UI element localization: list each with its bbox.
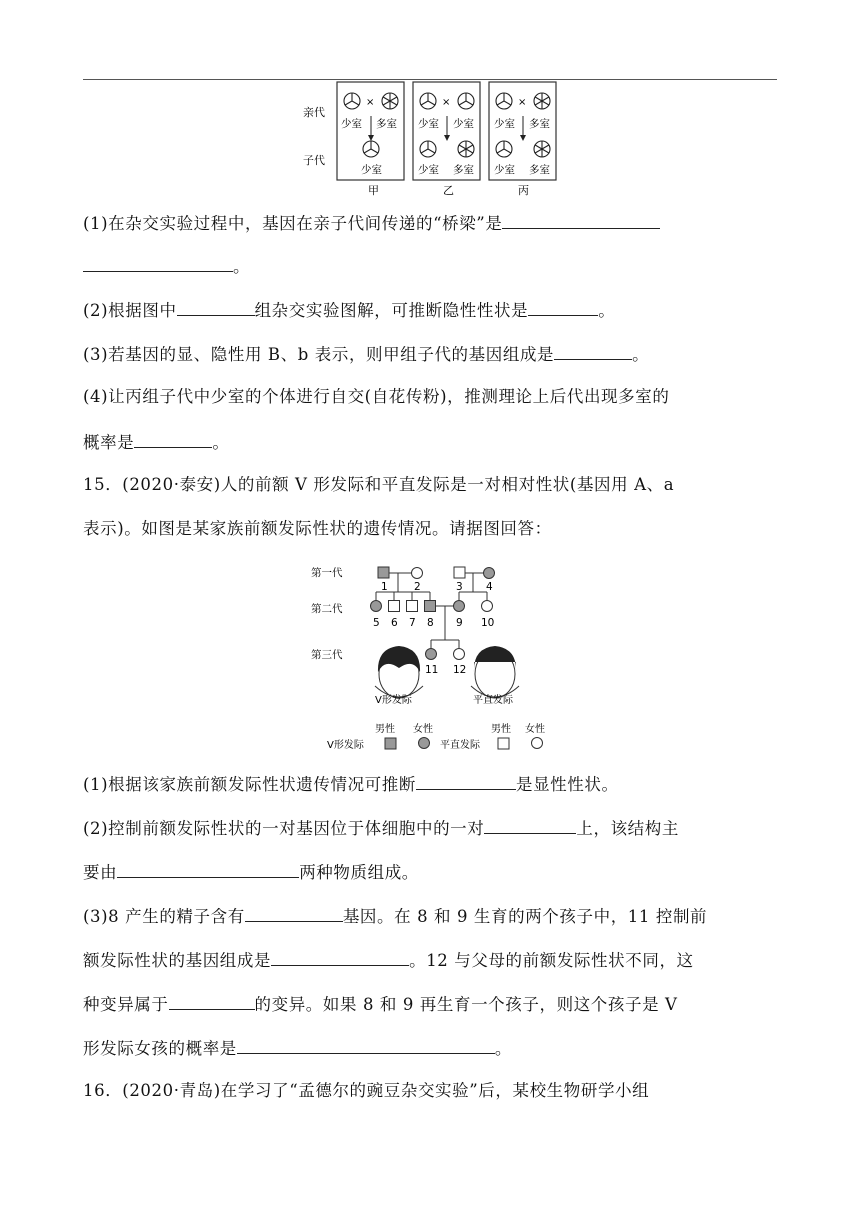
q15-part3-cont3: 形发际女孩的概率是 。 <box>83 1035 512 1061</box>
svg-text:多室: 多室 <box>529 164 550 176</box>
pedigree-chart <box>305 556 565 756</box>
flat-hairline-face-icon <box>471 646 519 698</box>
svg-text:2: 2 <box>414 581 421 593</box>
svg-text:少室: 少室 <box>361 164 382 176</box>
legend-flat-label: 平直发际 <box>440 740 480 751</box>
svg-text:4: 4 <box>486 581 493 593</box>
svg-text:12: 12 <box>453 664 467 676</box>
svg-text:多室: 多室 <box>376 118 397 130</box>
svg-text:少室: 少室 <box>453 118 474 130</box>
label-parent: 亲代 <box>303 106 325 119</box>
svg-text:6: 6 <box>391 617 398 629</box>
q15-part3-cont2: 种变异属于 的变异。如果 8 和 9 再生育一个孩子，则这个孩子是 V <box>83 991 678 1017</box>
svg-text:5: 5 <box>373 617 380 629</box>
svg-text:男性: 男性 <box>375 724 395 735</box>
svg-text:多室: 多室 <box>529 118 550 130</box>
q15-intro: 15．(2020·泰安)人的前额 V 形发际和平直发际是一对相对性状(基因用 A、a <box>83 475 675 494</box>
svg-text:少室: 少室 <box>418 164 439 176</box>
svg-text:9: 9 <box>456 617 463 629</box>
svg-text:×: × <box>366 97 375 108</box>
svg-text:8: 8 <box>427 617 434 629</box>
svg-text:7: 7 <box>409 617 416 629</box>
group-jia: 甲 <box>368 184 379 197</box>
q15-part2: (2)控制前额发际性状的一对基因位于体细胞中的一对 上，该结构主 <box>83 815 679 841</box>
v-hairline-face-icon <box>375 646 423 698</box>
svg-text:男性: 男性 <box>491 724 511 735</box>
gen3-label: 第三代 <box>311 649 343 661</box>
q16-intro: 16．(2020·青岛)在学习了“孟德尔的豌豆杂交实验”后，某校生物研学小组 <box>83 1081 650 1100</box>
face-flat-label: 平直发际 <box>473 695 513 706</box>
svg-text:3: 3 <box>456 581 463 593</box>
legend-v-label: V形发际 <box>327 740 364 751</box>
label-child: 子代 <box>303 154 325 167</box>
gen2-label: 第二代 <box>311 603 343 615</box>
svg-text:10: 10 <box>481 617 495 629</box>
q14-part1: (1)在杂交实验过程中，基因在亲子代间传递的“桥梁”是 <box>83 210 660 236</box>
svg-text:女性: 女性 <box>413 724 433 735</box>
svg-text:×: × <box>442 97 451 108</box>
q15-part3: (3)8 产生的精子含有 基因。在 8 和 9 生育的两个孩子中，11 控制前 <box>83 903 707 929</box>
svg-text:多室: 多室 <box>453 164 474 176</box>
svg-text:少室: 少室 <box>341 118 362 130</box>
svg-text:1: 1 <box>381 581 388 593</box>
q14-part2: (2)根据图中 组杂交实验图解，可推断隐性性状是 。 <box>83 297 615 323</box>
svg-text:少室: 少室 <box>494 118 515 130</box>
q15-intro-cont: 表示)。如图是某家族前额发际性状的遗传情况。请据图回答： <box>83 519 552 538</box>
q14-part4-cont: 概率是 。 <box>83 429 229 455</box>
q15-part1: (1)根据该家族前额发际性状遗传情况可推断 是显性性状。 <box>83 771 619 797</box>
q14-part1-cont: 。 <box>83 253 250 279</box>
svg-text:女性: 女性 <box>525 724 545 735</box>
gen1-label: 第一代 <box>311 567 343 579</box>
q15-part2-cont: 要由 两种物质组成。 <box>83 859 419 885</box>
q15-part3-cont1: 额发际性状的基因组成是 。12 与父母的前额发际性状不同，这 <box>83 947 694 973</box>
group-yi: 乙 <box>443 184 454 197</box>
svg-text:少室: 少室 <box>494 164 515 176</box>
group-bing: 丙 <box>518 184 529 197</box>
svg-text:少室: 少室 <box>418 118 439 130</box>
svg-text:11: 11 <box>425 664 439 676</box>
q14-part3: (3)若基因的显、隐性用 B、b 表示，则甲组子代的基因组成是 。 <box>83 341 649 367</box>
svg-text:×: × <box>518 97 527 108</box>
cross-diagram <box>290 80 580 198</box>
face-v-label: V形发际 <box>375 695 412 706</box>
q14-part4: (4)让丙组子代中少室的个体进行自交(自花传粉)，推测理论上后代出现多室的 <box>83 387 670 406</box>
